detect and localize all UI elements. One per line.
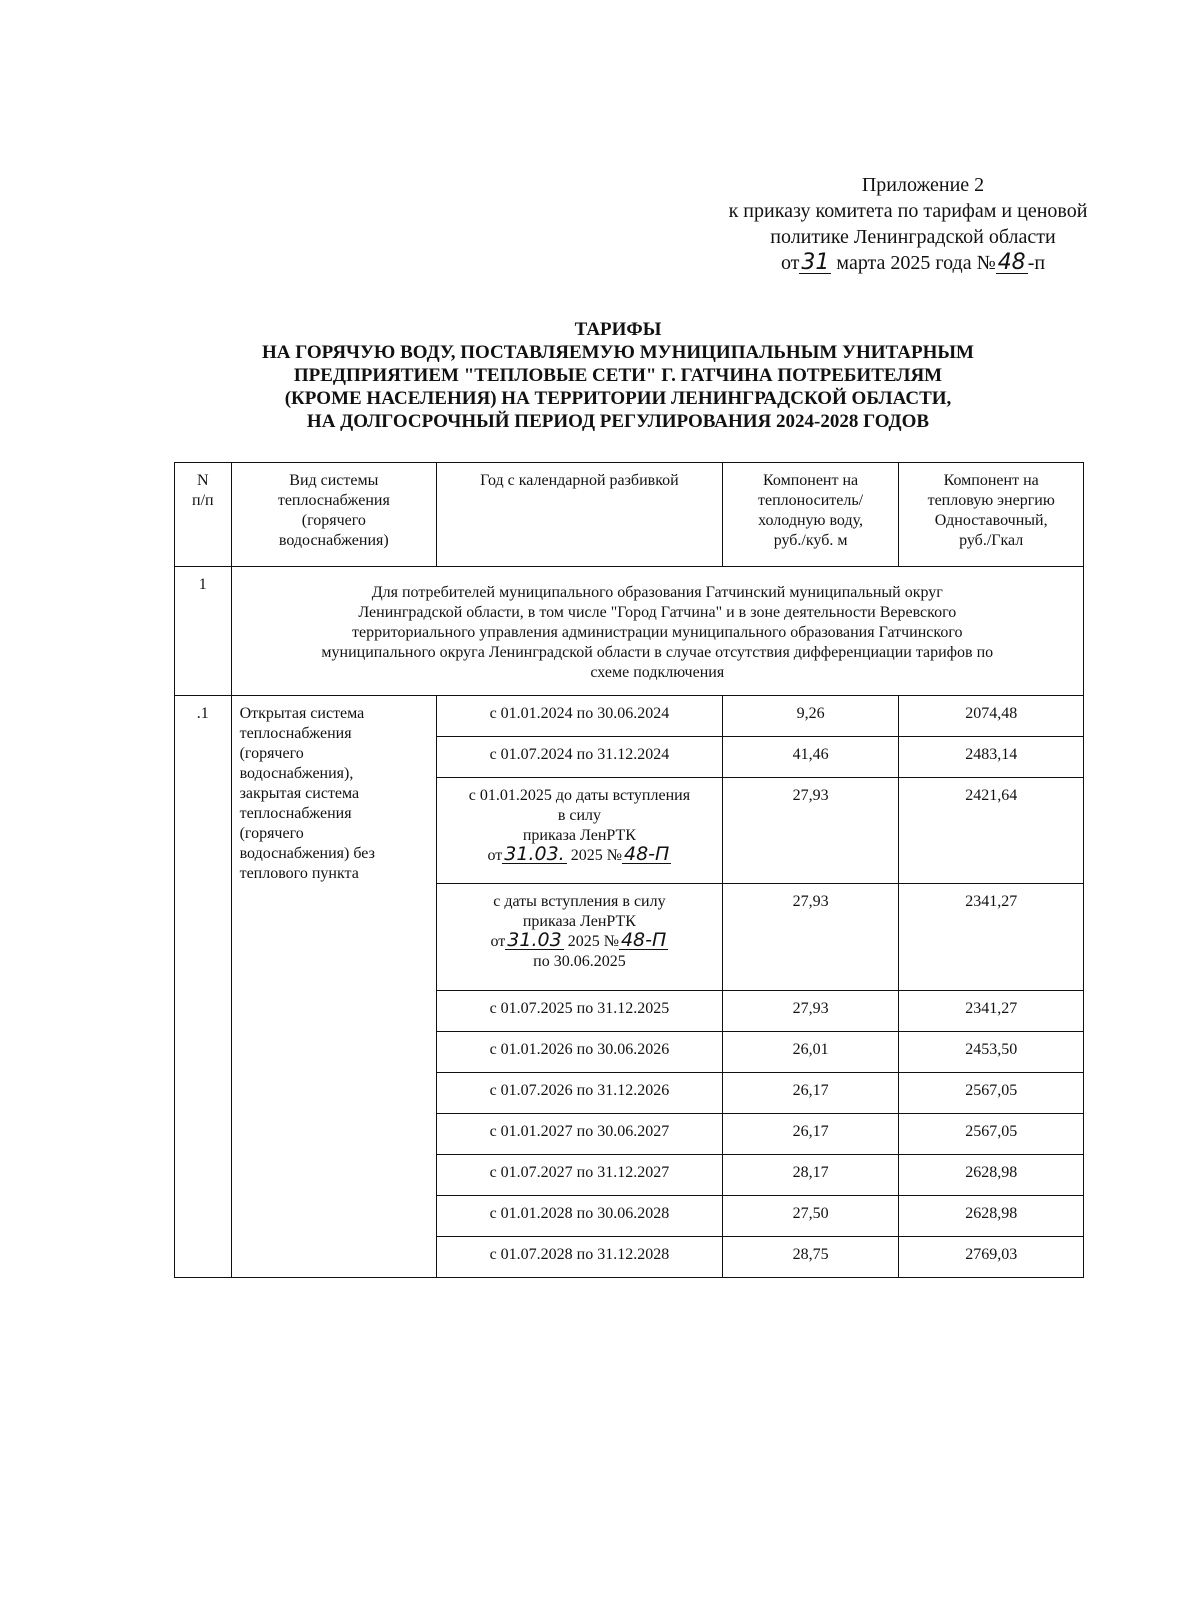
title-line5: НА ДОЛГОСРОЧНЫЙ ПЕРИОД РЕГУЛИРОВАНИЯ 2024-2028 ГОДОВ (306, 411, 930, 432)
section-number: 1 (175, 567, 232, 696)
handwritten-date: 31.03. (504, 843, 565, 865)
handwritten-order-number: 48-П (620, 929, 667, 951)
order-prefix: от (487, 847, 503, 864)
title-line3: ПРЕДПРИЯТИЕМ "ТЕПЛОВЫЕ СЕТИ" Г. ГАТЧИНА ПОТРЕБИТЕЛЯМ (293, 365, 943, 386)
system-line6: теплоснабжения (239, 805, 352, 822)
period-cell: с 01.01.2028 по 30.06.2028 (437, 1196, 723, 1237)
system-line1: Открытая система (239, 705, 365, 722)
energy-cell: 2453,50 (899, 1032, 1084, 1073)
period-cell: с 01.07.2024 по 31.12.2024 (437, 737, 723, 778)
energy-cell: 2483,14 (899, 737, 1084, 778)
water-cell: 27,50 (722, 1196, 899, 1237)
water-cell: 9,26 (722, 696, 899, 737)
section-text-line1: Для потребителей муниципального образования Гатчинский муниципальный округ (371, 584, 943, 601)
header-energy-line4: руб./Гкал (959, 532, 1024, 549)
system-line3: (горячего (239, 745, 304, 762)
period-line1: с 01.01.2025 до даты вступления (468, 787, 691, 804)
title-line2: НА ГОРЯЧУЮ ВОДУ, ПОСТАВЛЯЕМУЮ МУНИЦИПАЛЬНЫМ УНИТАРНЫМ (262, 342, 974, 363)
system-line2: теплоснабжения (239, 725, 352, 742)
header-energy-line1: Компонент на (943, 472, 1039, 489)
section-text-line3: территориального управления администрации муниципального образования Гатчинского (352, 624, 963, 641)
header-water-line2: теплоноситель/ (758, 492, 864, 509)
header-water (722, 463, 899, 567)
period-cell: с 01.01.2027 по 30.06.2027 (437, 1114, 723, 1155)
subsection-number: .1 (175, 696, 232, 1278)
system-line7: (горячего (239, 825, 304, 842)
header-period: Год с календарной разбивкой (437, 463, 723, 567)
handwritten-order-number: 48-П (623, 843, 670, 865)
water-cell: 41,46 (722, 737, 899, 778)
header-system-line4: водоснабжения) (278, 532, 389, 549)
section-text (231, 567, 1083, 696)
appendix-date-middle: марта 2025 года № (836, 252, 996, 274)
water-cell: 27,93 (722, 884, 899, 991)
period-order-line (441, 929, 718, 952)
period-cell: с 01.07.2027 по 31.12.2027 (437, 1155, 723, 1196)
header-system-line1: Вид системы (289, 472, 379, 489)
period-cell (437, 778, 723, 884)
section-text-line4: муниципального округа Ленинградской области в случае отсутствия дифференциации тарифов по (321, 644, 994, 661)
subsection-system (231, 696, 436, 1278)
appendix-line1: Приложение 2 (861, 174, 985, 196)
system-line8: водоснабжения) без (239, 845, 375, 862)
period-cell: с 01.07.2028 по 31.12.2028 (437, 1237, 723, 1278)
period-line3: приказа ЛенРТК (522, 827, 636, 844)
title-line4: (КРОМЕ НАСЕЛЕНИЯ) НА ТЕРРИТОРИИ ЛЕНИНГРАДСКОЙ ОБЛАСТИ, (284, 388, 952, 409)
period-line1: с даты вступления в силу (493, 893, 666, 910)
energy-cell: 2341,27 (899, 884, 1084, 991)
water-cell: 28,17 (722, 1155, 899, 1196)
period-line4: по 30.06.2025 (533, 953, 626, 970)
energy-cell: 2628,98 (899, 1196, 1084, 1237)
energy-cell: 2567,05 (899, 1114, 1084, 1155)
period-cell: с 01.07.2026 по 31.12.2026 (437, 1073, 723, 1114)
header-water-line4: руб./куб. м (773, 532, 848, 549)
appendix-date-prefix: от (780, 252, 800, 274)
handwritten-day: 31 (801, 250, 830, 275)
tariffs-table (174, 462, 1084, 1278)
period-cell: с 01.01.2026 по 30.06.2026 (437, 1032, 723, 1073)
water-cell: 27,93 (722, 778, 899, 884)
document-title (170, 318, 1066, 433)
water-cell: 26,01 (722, 1032, 899, 1073)
water-cell: 26,17 (722, 1073, 899, 1114)
order-prefix: от (490, 933, 506, 950)
period-line2: приказа ЛенРТК (522, 913, 636, 930)
section-text-line5: схеме подключения (590, 664, 725, 681)
energy-cell: 2628,98 (899, 1155, 1084, 1196)
system-line9: теплового пункта (239, 865, 359, 882)
period-cell (437, 884, 723, 991)
handwritten-number: 48 (997, 250, 1026, 275)
appendix-line4 (688, 250, 1128, 276)
header-water-line3: холодную воду, (758, 512, 864, 529)
appendix-date-suffix: -п (1027, 252, 1046, 274)
header-energy-line2: тепловую энергию (927, 492, 1055, 509)
water-cell: 27,93 (722, 991, 899, 1032)
order-year: 2025 № (570, 847, 622, 864)
appendix-line2: к приказу комитета по тарифам и ценовой (728, 200, 1088, 222)
header-number-line1: N (197, 472, 209, 489)
period-order-line (441, 843, 718, 866)
header-number-line2: п/п (192, 492, 214, 509)
appendix-line3: политике Ленинградской области (770, 226, 1056, 248)
water-cell: 26,17 (722, 1114, 899, 1155)
system-line5: закрытая система (239, 785, 360, 802)
table-row (175, 696, 1084, 737)
header-energy (899, 463, 1084, 567)
header-system (231, 463, 436, 567)
energy-cell: 2074,48 (899, 696, 1084, 737)
header-number (175, 463, 232, 567)
header-energy-line3: Одноставочный, (934, 512, 1048, 529)
title-line1: ТАРИФЫ (574, 319, 662, 340)
energy-cell: 2341,27 (899, 991, 1084, 1032)
period-cell: с 01.07.2025 по 31.12.2025 (437, 991, 723, 1032)
header-system-line2: теплоснабжения (277, 492, 390, 509)
table-header-row (175, 463, 1084, 567)
order-year: 2025 № (567, 933, 619, 950)
section-row (175, 567, 1084, 696)
header-water-line1: Компонент на (763, 472, 859, 489)
energy-cell: 2421,64 (899, 778, 1084, 884)
handwritten-date: 31.03 (507, 929, 562, 951)
period-cell: с 01.01.2024 по 30.06.2024 (437, 696, 723, 737)
appendix-block (688, 172, 1128, 276)
system-line4: водоснабжения), (239, 765, 354, 782)
section-text-line2: Ленинградской области, в том числе "Город Гатчина" и в зоне деятельности Веревского (358, 604, 957, 621)
energy-cell: 2567,05 (899, 1073, 1084, 1114)
header-system-line3: (горячего (301, 512, 366, 529)
water-cell: 28,75 (722, 1237, 899, 1278)
period-line2: в силу (557, 807, 602, 824)
energy-cell: 2769,03 (899, 1237, 1084, 1278)
